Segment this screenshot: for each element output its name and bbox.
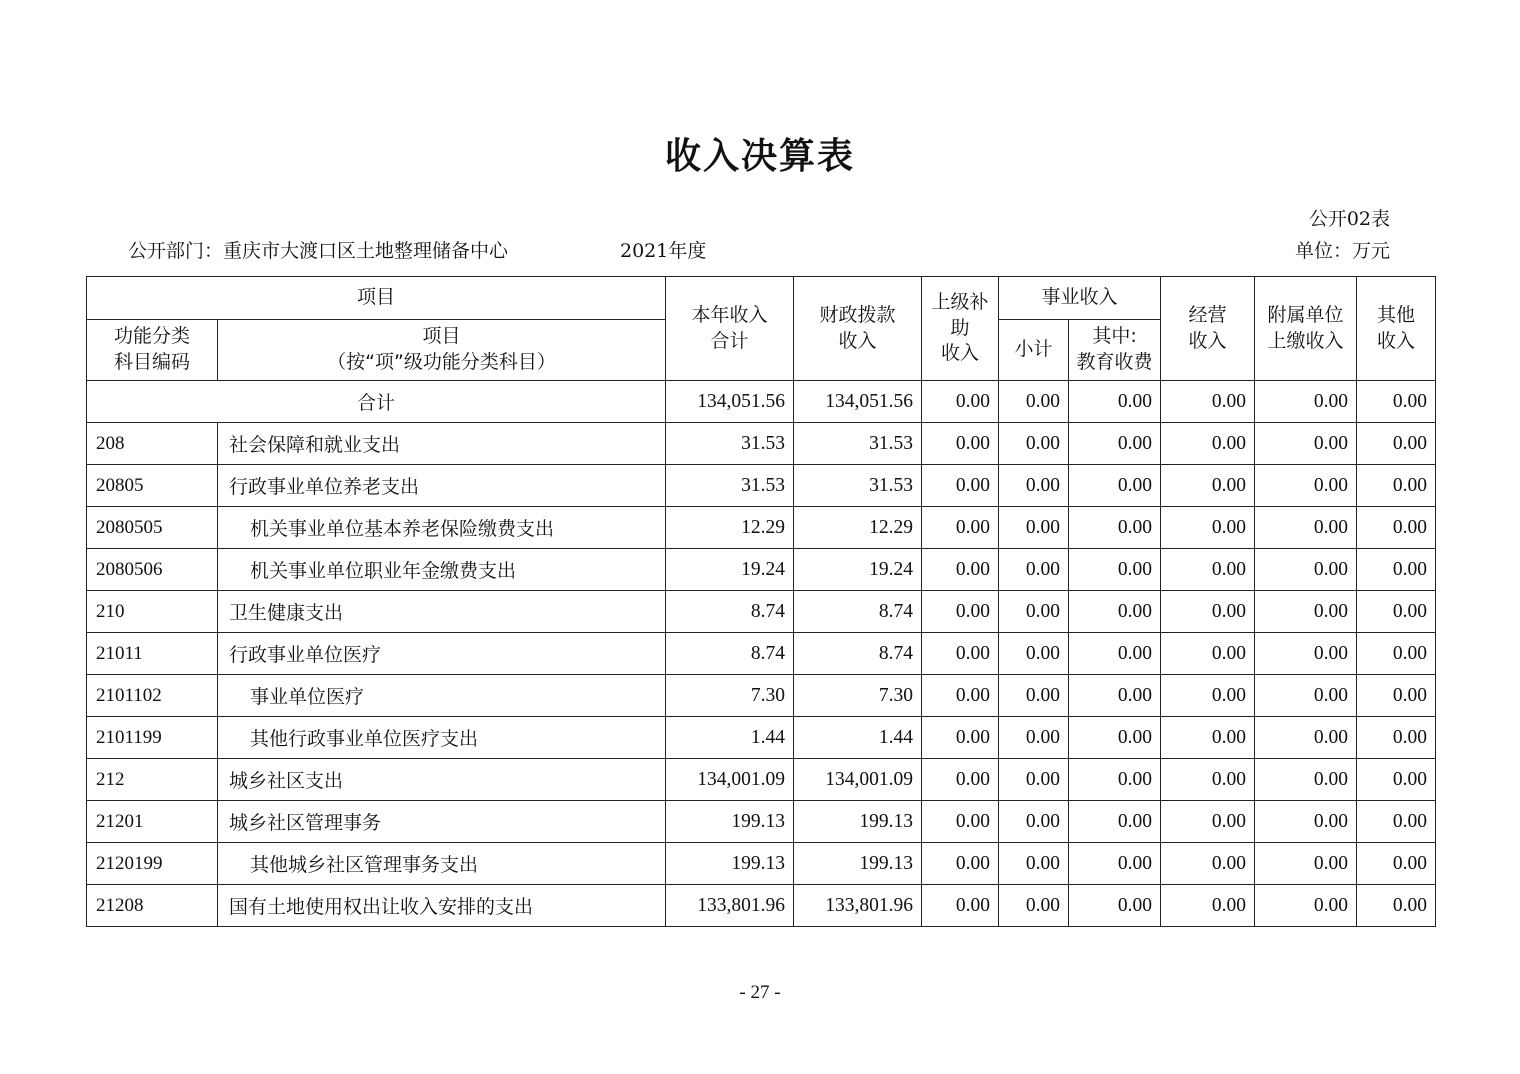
- row-code: 20805: [87, 465, 218, 507]
- row-value: 0.00: [999, 507, 1069, 549]
- row-value: 0.00: [1255, 591, 1357, 633]
- row-value: 0.00: [1357, 507, 1436, 549]
- income-table: [86, 276, 1436, 927]
- row-value: 0.00: [999, 843, 1069, 885]
- header-education: 其中: 教育收费: [1069, 320, 1161, 381]
- row-value: 0.00: [1255, 675, 1357, 717]
- total-cell: 0.00: [922, 381, 999, 423]
- row-value: 0.00: [922, 549, 999, 591]
- row-value: 199.13: [794, 801, 922, 843]
- table-row: [87, 759, 1436, 801]
- row-value: 0.00: [922, 633, 999, 675]
- table-row: [87, 591, 1436, 633]
- document-meta: [128, 236, 707, 263]
- row-value: 0.00: [1069, 885, 1161, 927]
- row-value: 199.13: [794, 843, 922, 885]
- row-value: 0.00: [999, 633, 1069, 675]
- row-value: 0.00: [1357, 801, 1436, 843]
- row-value: 0.00: [999, 675, 1069, 717]
- department-label: 公开部门：重庆市大渡口区土地整理储备中心: [128, 240, 509, 262]
- header-superior: 上级补 助 收入: [922, 277, 999, 381]
- row-value: 0.00: [922, 507, 999, 549]
- row-value: 7.30: [794, 675, 922, 717]
- total-row: [87, 381, 1436, 423]
- row-value: 199.13: [666, 801, 794, 843]
- row-value: 134,001.09: [794, 759, 922, 801]
- row-value: 7.30: [666, 675, 794, 717]
- total-cell: 0.00: [1069, 381, 1161, 423]
- row-name: 机关事业单位基本养老保险缴费支出: [218, 507, 666, 549]
- table-row: [87, 801, 1436, 843]
- row-name: 其他行政事业单位医疗支出: [218, 717, 666, 759]
- row-value: 0.00: [922, 423, 999, 465]
- table-row: [87, 465, 1436, 507]
- row-value: 0.00: [1357, 717, 1436, 759]
- row-value: 0.00: [1161, 801, 1255, 843]
- row-name: 国有土地使用权出让收入安排的支出: [218, 885, 666, 927]
- row-value: 0.00: [1161, 591, 1255, 633]
- row-value: 0.00: [1255, 717, 1357, 759]
- row-value: 0.00: [1357, 423, 1436, 465]
- row-code: 2101199: [87, 717, 218, 759]
- row-name: 行政事业单位养老支出: [218, 465, 666, 507]
- row-value: 0.00: [1069, 507, 1161, 549]
- row-value: 0.00: [1255, 507, 1357, 549]
- header-career: 事业收入: [999, 277, 1161, 320]
- row-value: 0.00: [1161, 885, 1255, 927]
- fiscal-year: 2021年度: [620, 240, 707, 262]
- row-value: 199.13: [666, 843, 794, 885]
- table-row: [87, 885, 1436, 927]
- row-code: 2101102: [87, 675, 218, 717]
- row-value: 0.00: [1255, 549, 1357, 591]
- row-value: 0.00: [999, 759, 1069, 801]
- row-value: 31.53: [666, 423, 794, 465]
- row-value: 0.00: [1357, 759, 1436, 801]
- row-value: 0.00: [1161, 549, 1255, 591]
- page-number: - 27 -: [739, 982, 781, 1003]
- row-value: 0.00: [1357, 843, 1436, 885]
- row-value: 8.74: [794, 633, 922, 675]
- table-row: [87, 549, 1436, 591]
- row-value: 0.00: [1161, 507, 1255, 549]
- row-value: 0.00: [1255, 843, 1357, 885]
- row-value: 0.00: [922, 759, 999, 801]
- row-value: 0.00: [999, 717, 1069, 759]
- row-value: 0.00: [1069, 465, 1161, 507]
- table-row: [87, 717, 1436, 759]
- header-project: 项目: [87, 277, 666, 320]
- row-value: 0.00: [922, 717, 999, 759]
- header-total-income: 本年收入 合计: [666, 277, 794, 381]
- row-value: 0.00: [1069, 549, 1161, 591]
- total-cell: 0.00: [1161, 381, 1255, 423]
- row-code: 21011: [87, 633, 218, 675]
- row-value: 0.00: [922, 885, 999, 927]
- row-name: 城乡社区支出: [218, 759, 666, 801]
- total-cell: 134,051.56: [794, 381, 922, 423]
- row-value: 0.00: [1161, 759, 1255, 801]
- row-value: 0.00: [922, 801, 999, 843]
- row-value: 0.00: [999, 885, 1069, 927]
- row-code: 2120199: [87, 843, 218, 885]
- header-subtotal: 小计: [999, 320, 1069, 381]
- total-cell: 0.00: [1255, 381, 1357, 423]
- row-value: 19.24: [666, 549, 794, 591]
- row-value: 0.00: [1161, 675, 1255, 717]
- row-value: 8.74: [666, 591, 794, 633]
- form-number: 公开02表: [1308, 208, 1390, 230]
- row-value: 0.00: [1069, 423, 1161, 465]
- row-code: 21201: [87, 801, 218, 843]
- row-value: 0.00: [922, 843, 999, 885]
- row-value: 31.53: [666, 465, 794, 507]
- row-value: 12.29: [666, 507, 794, 549]
- row-name: 事业单位医疗: [218, 675, 666, 717]
- row-value: 0.00: [1069, 843, 1161, 885]
- row-value: 0.00: [1161, 423, 1255, 465]
- table-row: [87, 633, 1436, 675]
- row-value: 0.00: [1069, 759, 1161, 801]
- row-value: 0.00: [1255, 423, 1357, 465]
- row-value: 8.74: [666, 633, 794, 675]
- row-value: 0.00: [1069, 801, 1161, 843]
- page-title: 收入决算表: [664, 136, 855, 177]
- total-cell: 134,051.56: [666, 381, 794, 423]
- row-value: 31.53: [794, 423, 922, 465]
- row-value: 0.00: [999, 801, 1069, 843]
- table-row: [87, 843, 1436, 885]
- row-value: 0.00: [1069, 717, 1161, 759]
- row-value: 0.00: [1357, 591, 1436, 633]
- header-code: 功能分类 科目编码: [87, 320, 218, 381]
- row-name: 社会保障和就业支出: [218, 423, 666, 465]
- row-name: 城乡社区管理事务: [218, 801, 666, 843]
- row-code: 212: [87, 759, 218, 801]
- header-fiscal: 财政拨款 收入: [794, 277, 922, 381]
- header-affiliated: 附属单位 上缴收入: [1255, 277, 1357, 381]
- row-name: 行政事业单位医疗: [218, 633, 666, 675]
- row-value: 0.00: [922, 675, 999, 717]
- row-name: 其他城乡社区管理事务支出: [218, 843, 666, 885]
- row-value: 0.00: [922, 465, 999, 507]
- row-code: 21208: [87, 885, 218, 927]
- row-name: 卫生健康支出: [218, 591, 666, 633]
- row-value: 0.00: [999, 591, 1069, 633]
- total-cell: 0.00: [1357, 381, 1436, 423]
- row-value: 0.00: [1255, 465, 1357, 507]
- row-value: 0.00: [1357, 633, 1436, 675]
- row-value: 0.00: [1069, 633, 1161, 675]
- row-value: 0.00: [1357, 675, 1436, 717]
- row-code: 2080505: [87, 507, 218, 549]
- row-value: 0.00: [1255, 633, 1357, 675]
- header-operating: 经营 收入: [1161, 277, 1255, 381]
- row-value: 1.44: [794, 717, 922, 759]
- row-value: 0.00: [1069, 591, 1161, 633]
- row-value: 133,801.96: [666, 885, 794, 927]
- row-value: 0.00: [922, 591, 999, 633]
- row-code: 210: [87, 591, 218, 633]
- row-value: 8.74: [794, 591, 922, 633]
- row-value: 0.00: [1255, 759, 1357, 801]
- total-label: 合计: [87, 381, 666, 423]
- row-value: 0.00: [1161, 633, 1255, 675]
- table-row: [87, 675, 1436, 717]
- row-value: 0.00: [999, 465, 1069, 507]
- header-other: 其他 收入: [1357, 277, 1436, 381]
- row-value: 0.00: [1255, 885, 1357, 927]
- row-code: 208: [87, 423, 218, 465]
- row-value: 0.00: [1255, 801, 1357, 843]
- row-value: 0.00: [1357, 885, 1436, 927]
- row-value: 0.00: [1357, 465, 1436, 507]
- row-value: 133,801.96: [794, 885, 922, 927]
- row-value: 0.00: [1069, 675, 1161, 717]
- row-value: 19.24: [794, 549, 922, 591]
- total-cell: 0.00: [999, 381, 1069, 423]
- table-row: [87, 423, 1436, 465]
- header-item: 项目 （按“项”级功能分类科目）: [218, 320, 666, 381]
- row-value: 0.00: [1161, 465, 1255, 507]
- row-value: 134,001.09: [666, 759, 794, 801]
- unit-label: 单位：万元: [1294, 240, 1390, 262]
- row-name: 机关事业单位职业年金缴费支出: [218, 549, 666, 591]
- row-value: 0.00: [999, 549, 1069, 591]
- row-value: 1.44: [666, 717, 794, 759]
- row-value: 0.00: [1161, 717, 1255, 759]
- row-value: 0.00: [1357, 549, 1436, 591]
- row-value: 0.00: [1161, 843, 1255, 885]
- row-value: 0.00: [999, 423, 1069, 465]
- table-row: [87, 507, 1436, 549]
- row-value: 31.53: [794, 465, 922, 507]
- row-value: 12.29: [794, 507, 922, 549]
- row-code: 2080506: [87, 549, 218, 591]
